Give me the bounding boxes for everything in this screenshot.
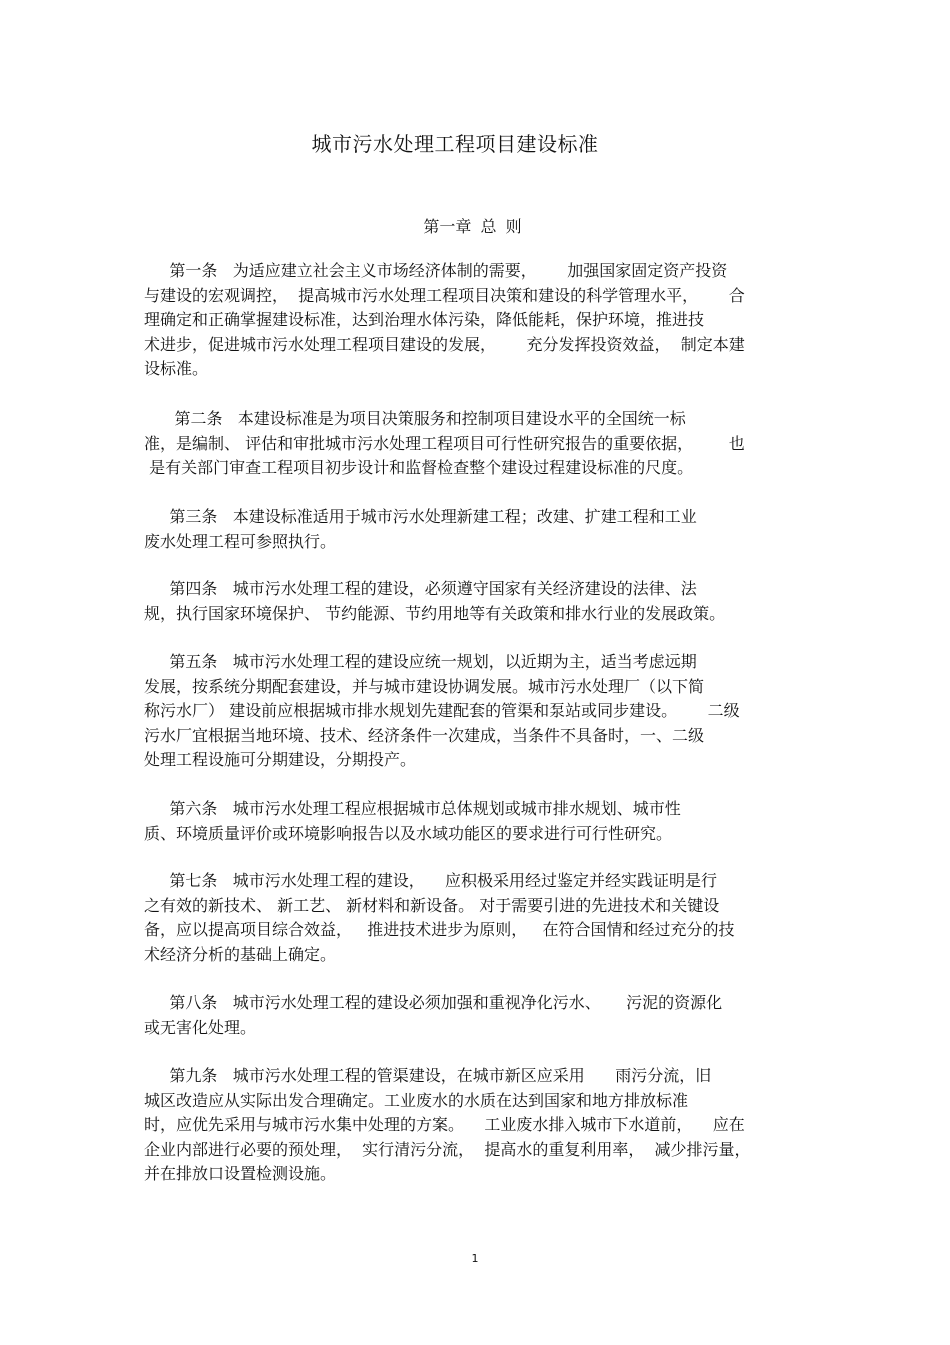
text-line: 废水处理工程可参照执行。: [144, 531, 337, 551]
text-line: 备，应以提高项目综合效益， 推进技术进步为原则， 在符合国情和经过充分的技: [144, 920, 735, 939]
text-line: 准，是编制、 评估和审批城市污水处理工程项目可行性研究报告的重要依据， 也: [144, 433, 745, 453]
text-line: 是有关部门审查工程项目初步设计和监督检查整个建设过程建设标准的尺度。: [144, 458, 694, 477]
text-line: 第一条 为适应建立社会主义市场经济体制的需要， 加强国家固定资产投资: [144, 261, 728, 280]
text-line: 与建设的宏观调控， 提高城市污水处理工程项目决策和建设的科学管理水平， 合: [144, 285, 745, 305]
text-line: 质、环境质量评价或环境影响报告以及水域功能区的要求进行可行性研究。: [144, 823, 673, 843]
text-line: 规，执行国家环境保护、 节约能源、节约用地等有关政策和排水行业的发展政策。: [144, 603, 726, 623]
article-2: [144, 407, 824, 481]
text-line: 称污水厂） 建设前应根据城市排水规划先建配套的管渠和泵站或同步建设。 二级: [144, 701, 740, 720]
text-line: 第三条 本建设标准适用于城市污水处理新建工程；改建、扩建工程和工业: [144, 507, 697, 526]
article-1: [144, 259, 824, 382]
text-line: 处理工程设施可分期建设，分期投产。: [144, 750, 417, 769]
page-number: 1: [471, 1252, 479, 1265]
text-line: 第六条 城市污水处理工程应根据城市总体规划或城市排水规划、城市性: [144, 799, 681, 818]
text-line: 第四条 城市污水处理工程的建设，必须遵守国家有关经济建设的法律、法: [144, 579, 697, 598]
text-line: 并在排放口设置检测设施。: [144, 1164, 337, 1183]
text-line: 理确定和正确掌握建设标准，达到治理水体污染，降低能耗，保护环境，推进技: [144, 310, 705, 329]
text-line: 城区改造应从实际出发合理确定。工业废水的水质在达到国家和地方排放标准: [144, 1090, 689, 1110]
article-4: [144, 577, 824, 626]
article-9: [144, 1064, 824, 1187]
article-8: [144, 991, 824, 1040]
text-line: 第七条 城市污水处理工程的建设， 应积极采用经过鉴定并经实践证明是行: [144, 871, 718, 890]
text-line: 之有效的新技术、 新工艺、 新材料和新设备。 对于需要引进的先进技术和关键设: [144, 895, 720, 915]
text-line: 第八条 城市污水处理工程的建设必须加强和重视净化污水、 污泥的资源化: [144, 993, 723, 1012]
text-line: 时，应优先采用与城市污水集中处理的方案。 工业废水排入城市下水道前， 应在: [144, 1115, 745, 1134]
text-line: 术经济分析的基础上确定。: [144, 944, 337, 964]
text-line: 污水厂宜根据当地环境、技术、经济条件一次建成，当条件不具备时，一、二级: [144, 725, 705, 745]
article-5: [144, 650, 824, 773]
text-line: 设标准。: [144, 359, 209, 378]
text-line: 第二条 本建设标准是为项目决策服务和控制项目建设水平的全国统一标: [144, 409, 686, 428]
text-line: 第九条 城市污水处理工程的管渠建设，在城市新区应采用 雨污分流，旧: [144, 1066, 712, 1085]
text-line: 或无害化处理。: [144, 1017, 257, 1037]
article-7: [144, 869, 824, 967]
article-6: [144, 797, 824, 846]
chapter-heading: 第一章 总 则: [423, 217, 522, 236]
text-line: 第五条 城市污水处理工程的建设应统一规划，以近期为主，适当考虑远期: [144, 652, 697, 671]
document-title: 城市污水处理工程项目建设标准: [311, 132, 599, 156]
text-line: 企业内部进行必要的预处理， 实行清污分流， 提高水的重复利用率， 减少排污量，: [144, 1139, 751, 1159]
article-3: [144, 505, 824, 554]
text-line: 术进步，促进城市污水处理工程项目建设的发展， 充分发挥投资效益， 制定本建: [144, 334, 745, 354]
text-line: 发展，按系统分期配套建设，并与城市建设协调发展。城市污水处理厂（以下简: [144, 676, 705, 696]
